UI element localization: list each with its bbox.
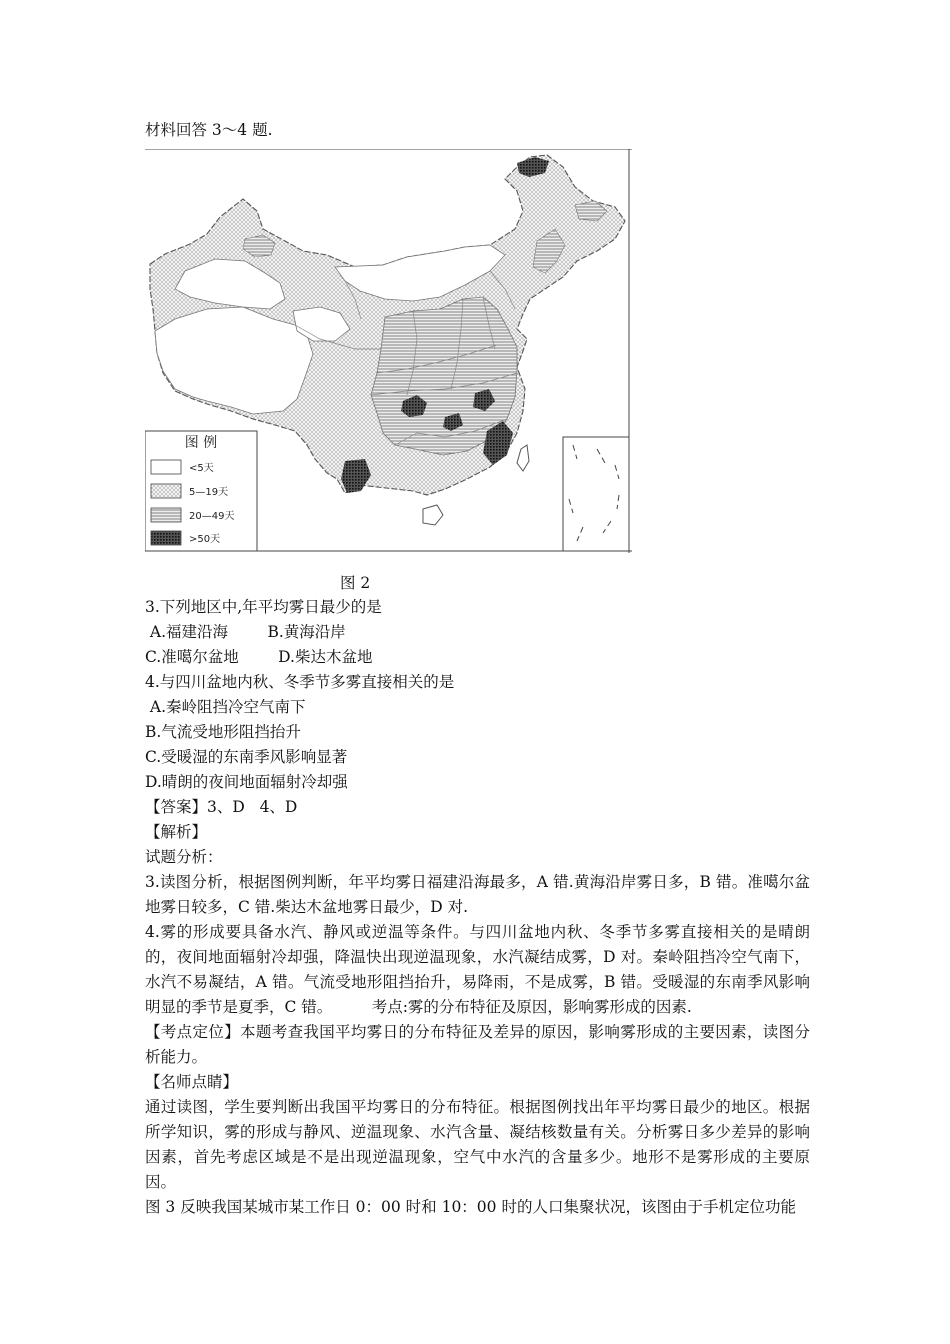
analysis-heading: 【解析】 bbox=[145, 823, 208, 841]
region-qinghai-tibet-blank bbox=[155, 307, 313, 414]
answer-line: 【答案】3、D 4、D bbox=[145, 798, 298, 816]
legend-label-20-49: 20—49天 bbox=[189, 511, 235, 522]
legend-title: 图 例 bbox=[184, 435, 218, 451]
taiwan-island bbox=[517, 445, 529, 471]
legend-label-50plus: >50天 bbox=[189, 534, 221, 545]
q4-option-d: D.晴朗的夜间地面辐射冷却强 bbox=[145, 773, 348, 791]
legend-label-lt5: <5天 bbox=[189, 463, 214, 474]
q3-options-cd: C.准噶尔盆地 D.柴达木盆地 bbox=[145, 648, 373, 666]
q4-option-b: B.气流受地形阻挡抬升 bbox=[145, 723, 301, 741]
q3-stem: 3.下列地区中,年平均雾日最少的是 bbox=[145, 598, 382, 616]
legend-swatch-20-49 bbox=[151, 508, 181, 522]
intro-text: 材料回答 3～4 题. bbox=[145, 121, 273, 139]
analysis-q4: 4.雾的形成要具备水汽、静风或逆温等条件。与四川盆地内秋、冬季节多雾直接相关的是晴朗的，夜间地面辐射冷却强，降温快出现逆温现象，水汽凝结成雾，D 对。秦岭阻挡冷空气南下，水汽不易凝结，A 错。气流受地形阻挡抬升，易降雨，不是成雾，B 错。受暖湿的东南季风影响明显的季节是夏季，C 错。 考点:雾的分布特征及原因，影响雾形成的因素. bbox=[145, 923, 810, 1016]
document-page bbox=[145, 118, 810, 1220]
legend-swatch-lt5 bbox=[151, 460, 181, 474]
legend-swatch-50plus bbox=[151, 531, 181, 545]
south-china-sea-inset bbox=[563, 437, 629, 551]
analysis-q3: 3.读图分析，根据图例判断，年平均雾日福建沿海最多，A 错.黄海沿岸雾日多，B 错。准噶尔盆地雾日较多，C 错.柴达木盆地雾日最少，D 对. bbox=[145, 873, 810, 916]
q4-option-c: C.受暖湿的东南季风影响显著 bbox=[145, 748, 348, 766]
legend-label-5-19: 5—19天 bbox=[189, 487, 229, 498]
q4-option-a: A.秦岭阻挡冷空气南下 bbox=[145, 698, 306, 716]
legend-swatch-5-19 bbox=[151, 484, 181, 498]
china-fog-map-svg bbox=[145, 149, 632, 553]
fog-days-map bbox=[145, 149, 632, 553]
kaodian-dingwei: 【考点定位】本题考查我国平均雾日的分布特征及差异的原因，影响雾形成的主要因素，读图分析能力。 bbox=[145, 1023, 810, 1066]
mingshi-text: 通过读图，学生要判断出我国平均雾日的分布特征。根据图例找出年平均雾日最少的地区。根据所学知识，雾的形成与静风、逆温现象、水汽含量、凝结核数量有关。分析雾日多少差异的影响因素，首先考虑区域是不是出现逆温现象，空气中水汽的含量多少。地形不是雾形成的主要原因。 bbox=[145, 1098, 810, 1191]
q3-options-ab: A.福建沿海 B.黄海沿岸 bbox=[145, 623, 346, 641]
next-material-text: 图 3 反映我国某城市某工作日 0：00 时和 10：00 时的人口集聚状况，该图由于手机定位功能 bbox=[145, 1198, 796, 1216]
figure-caption: 图 2 bbox=[340, 574, 371, 592]
analysis-intro: 试题分析： bbox=[145, 848, 223, 866]
region-yunnan-50plus bbox=[341, 459, 371, 493]
hainan-island bbox=[423, 505, 443, 525]
q4-stem: 4.与四川盆地内秋、冬季节多雾直接相关的是 bbox=[145, 673, 455, 691]
mingshi-heading: 【名师点睛】 bbox=[145, 1073, 239, 1091]
